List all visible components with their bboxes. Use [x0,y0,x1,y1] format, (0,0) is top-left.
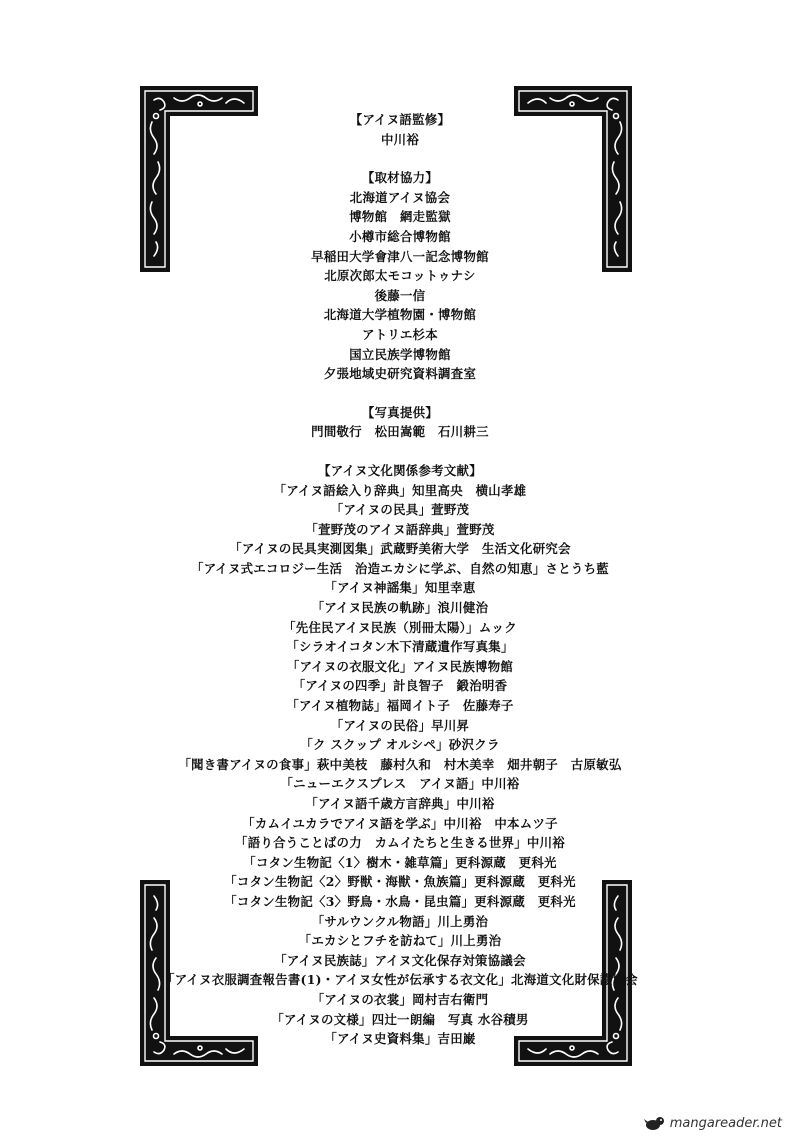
section-photo-credits [150,403,650,442]
reference-line: 「アイヌ衣服調査報告書(1)・アイヌ女性が伝承する衣文化」北海道文化財保護協会 [162,972,638,988]
reference-line: 「アイヌ語絵入り辞典」知里高央 横山孝雄 [273,482,527,498]
reference-line: 「ク スクップ オルシペ」砂沢クラ [300,737,500,753]
credit-line: 門間敬行 松田嵩範 石川耕三 [311,424,489,440]
section-heading: 【アイヌ語監修】 [349,112,451,127]
section-interview-cooperation [150,168,650,384]
reference-line: 「コタン生物記〈1〉樹木・雑草篇」更科源蔵 更科光 [243,854,557,870]
reference-line: 「アイヌの民具実測図集」武蔵野美術大学 生活文化研究会 [229,541,571,557]
credit-line: 後藤一信 [374,287,426,303]
reference-line: 「コタン生物記〈3〉野鳥・水鳥・昆虫篇」更科源蔵 更科光 [224,893,576,909]
credits-list [150,110,650,1068]
credit-line: 小樽市総合博物館 [349,228,451,244]
reference-line: 「アイヌ式エコロジー生活 治造エカシに学ぶ、自然の知恵」さとうち藍 [191,560,609,576]
credit-line: 国立民族学博物館 [349,346,451,362]
mascot-icon [644,1114,666,1132]
section-references [150,461,650,1049]
reference-line: 「アイヌの民俗」早川昇 [330,717,470,733]
reference-line: 「アイヌの民具」萱野茂 [330,502,470,518]
reference-line: 「アイヌ史資料集」吉田巌 [324,1031,476,1047]
reference-line: 「アイヌ語千歳方言辞典」中川裕 [305,796,495,811]
credit-line: 博物館 網走監獄 [349,209,451,225]
reference-line: 「アイヌ植物誌」福岡イト子 佐藤寿子 [286,698,514,714]
reference-line: 「ニューエクスプレス アイヌ語」中川裕 [280,776,520,792]
reference-line: 「アイヌ民族誌」アイヌ文化保存対策協議会 [274,952,526,968]
reference-line: 「シラオイコタン木下清蔵遺作写真集」 [286,639,514,655]
reference-line: 「語り合うことばの力 カムイたちと生きる世界」中川裕 [235,835,565,851]
credit-line: 北海道アイヌ協会 [349,189,451,205]
watermark-text: mangareader.net [669,1115,782,1131]
reference-line: 「萱野茂のアイヌ語辞典」萱野茂 [305,521,495,537]
section-ainu-supervision [150,110,650,149]
credit-line: 中川裕 [380,131,420,147]
reference-line: 「アイヌ民族の軌跡」浪川健治 [311,600,489,616]
section-heading: 【写真提供】 [361,404,439,420]
section-heading: 【アイヌ文化関係参考文献】 [318,462,482,478]
credit-line: アトリエ杉本 [362,326,438,342]
reference-line: 「アイヌの四季」計良智子 鍛治明香 [292,678,508,694]
credit-line: 夕張地域史研究資料調査室 [323,366,477,382]
reference-line: 「聞き書アイヌの食事」萩中美枝 藤村久和 村木美幸 畑井朝子 古原敏弘 [178,756,622,772]
reference-line: 「カムイユカラでアイヌ語を学ぶ」中川裕 中本ムツ子 [242,815,558,831]
reference-line: 「アイヌの衣裳」岡村吉右衛門 [311,991,489,1007]
reference-line: 「エカシとフチを訪ねて」川上勇治 [298,933,502,949]
credit-line: 北原次郎太モコットゥナシ [324,268,476,284]
section-heading: 【取材協力】 [361,170,439,186]
reference-line: 「サルウンクル物語」川上勇治 [311,913,489,929]
reference-line: 「アイヌの文様」四辻一朗編 写真 水谷積男 [271,1011,529,1027]
reference-line: 「先住民アイヌ民族（別冊太陽）」ムック [283,619,517,635]
credit-line: 北海道大学植物園・博物館 [323,307,477,323]
credit-line: 早稲田大学會津八一記念博物館 [311,248,489,264]
reference-line: 「コタン生物記〈2〉野獣・海獣・魚族篇」更科源蔵 更科光 [224,874,576,890]
reference-line: 「アイヌ神謡集」知里幸恵 [324,580,476,596]
watermark [644,1114,782,1132]
reference-line: 「アイヌの衣服文化」アイヌ民族博物館 [286,658,514,674]
